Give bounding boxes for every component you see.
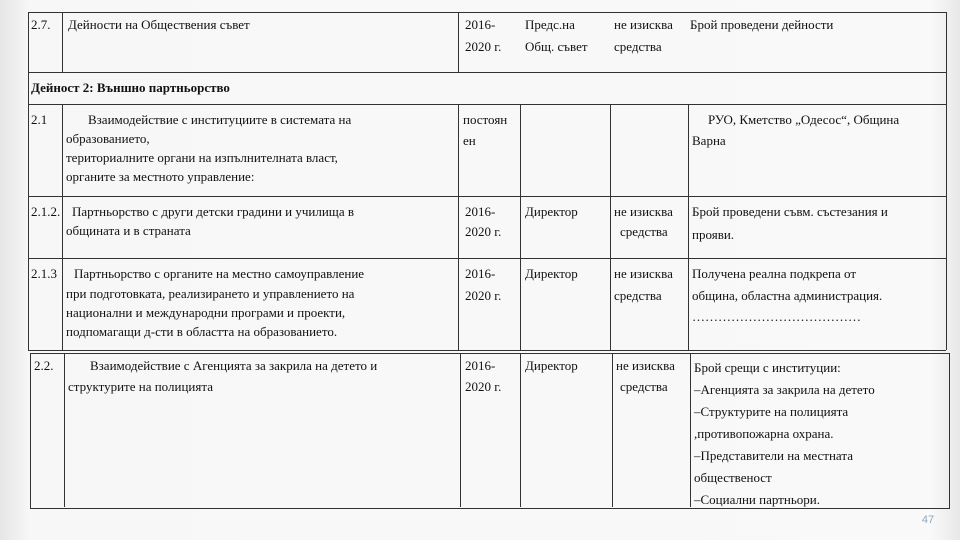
row-2-1-2-funding-1: не изисква bbox=[614, 204, 673, 219]
row-2-7-funding-2: средства bbox=[614, 39, 662, 54]
row-2-2-indicator-1: Брой срещи с институции: bbox=[694, 360, 841, 375]
row-2-2-funding-2: средства bbox=[620, 379, 668, 394]
row-2-2-responsible: Директор bbox=[525, 358, 578, 373]
row-2-1-2-num: 2.1.2. bbox=[31, 204, 61, 219]
row-2-2-funding-1: не изисква bbox=[616, 358, 675, 373]
row-2-2-indicator-6: общественост bbox=[694, 470, 772, 485]
row-divider bbox=[28, 196, 946, 197]
row-2-1-3-indicator-2: община, областна администрация. bbox=[692, 288, 883, 303]
row-2-1-3-activity-2: при подготовката, реализирането и управлението на bbox=[66, 286, 355, 301]
column-divider bbox=[64, 353, 65, 507]
row-divider bbox=[28, 104, 946, 105]
column-divider bbox=[460, 353, 461, 507]
row-2-1-3-period-1: 2016- bbox=[465, 266, 496, 281]
row-2-1-period-1: постоян bbox=[463, 112, 508, 127]
row-2-1-activity-4: органите за местното управление: bbox=[66, 169, 255, 184]
row-2-2-period-1: 2016- bbox=[465, 358, 496, 373]
row-divider bbox=[28, 258, 946, 259]
row-2-2-period-2: 2020 г. bbox=[465, 379, 502, 394]
row-divider bbox=[28, 350, 946, 351]
table-border-right bbox=[946, 12, 947, 350]
row-2-1-activity-1: Взаимодействие с институциите в системата на bbox=[88, 112, 352, 127]
row-2-2-indicator-7: –Социални партньори. bbox=[694, 492, 820, 507]
row-2-1-2-responsible: Директор bbox=[525, 204, 578, 219]
row-2-2-indicator-5: –Представители на местната bbox=[694, 448, 853, 463]
row-2-1-activity-2: образованието, bbox=[66, 131, 150, 146]
row-2-2-activity-1: Взаимодействие с Агенцията за закрила на детето и bbox=[90, 358, 378, 373]
row-2-7-period-2: 2020 г. bbox=[465, 39, 502, 54]
row-2-2-activity-2: структурите на полицията bbox=[68, 379, 213, 394]
row-2-1-2-period-1: 2016- bbox=[465, 204, 496, 219]
row-2-1-3-period-2: 2020 г. bbox=[465, 288, 502, 303]
row-2-1-3-funding-2: средства bbox=[614, 288, 662, 303]
row-2-1-num: 2.1 bbox=[31, 112, 48, 127]
row-2-1-2-activity-1: Партньорство с други детски градини и училища в bbox=[72, 204, 354, 219]
row-2-7-indicator: Брой проведени дейности bbox=[690, 17, 834, 32]
row-2-7-responsible-1: Предс.на bbox=[525, 17, 575, 32]
row-2-1-indicator-1: РУО, Кметство „Одесос“, Община bbox=[708, 112, 900, 127]
row-2-1-3-activity-1: Партньорство с органите на местно самоуправление bbox=[74, 266, 365, 281]
row-2-1-2-indicator-2: прояви. bbox=[692, 227, 735, 242]
column-divider bbox=[690, 353, 691, 507]
row-2-1-3-responsible: Директор bbox=[525, 266, 578, 281]
column-divider bbox=[520, 353, 521, 507]
row-2-7-num: 2.7. bbox=[31, 17, 51, 32]
column-divider bbox=[610, 104, 611, 350]
row-2-2-indicator-4: ,противопожарна охрана. bbox=[694, 426, 834, 441]
section-title: Дейност 2: Външно партньорство bbox=[31, 80, 230, 95]
table-border-left bbox=[28, 12, 29, 350]
row-2-2-indicator-2: –Агенцията за закрила на детето bbox=[694, 382, 875, 397]
column-divider bbox=[688, 104, 689, 350]
row-2-1-3-activity-4: подпомагащи д-сти в областта на образованието. bbox=[66, 324, 338, 339]
row-2-1-2-funding-2: средства bbox=[620, 224, 668, 239]
row-2-1-3-indicator-3: ………………………………… bbox=[692, 309, 861, 324]
row-2-1-activity-3: териториалните органи на изпълнителната власт, bbox=[66, 150, 338, 165]
row-divider bbox=[28, 72, 946, 73]
column-divider bbox=[612, 353, 613, 507]
row-2-1-3-funding-1: не изисква bbox=[614, 266, 673, 281]
row-2-1-period-2: ен bbox=[463, 133, 476, 148]
column-divider bbox=[62, 12, 63, 72]
column-divider bbox=[458, 12, 459, 72]
row-2-1-indicator-2: Варна bbox=[692, 133, 726, 148]
row-2-1-3-num: 2.1.3 bbox=[31, 266, 57, 281]
row-2-7-funding-1: не изисква bbox=[614, 17, 673, 32]
page-number: 47 bbox=[921, 514, 935, 526]
table-border-top bbox=[28, 12, 946, 13]
row-2-1-3-indicator-1: Получена реална подкрепа от bbox=[692, 266, 857, 281]
row-2-7-responsible-2: Общ. съвет bbox=[525, 39, 588, 54]
column-divider bbox=[458, 104, 459, 350]
row-2-7-period-1: 2016- bbox=[465, 17, 496, 32]
row-2-7-activity: Дейности на Обществения съвет bbox=[68, 17, 250, 32]
column-divider bbox=[62, 104, 63, 350]
row-2-1-3-activity-3: национални и международни програми и проекти, bbox=[66, 305, 346, 320]
column-divider bbox=[520, 104, 521, 350]
row-2-1-2-period-2: 2020 г. bbox=[465, 224, 502, 239]
row-2-1-2-activity-2: общината и в страната bbox=[66, 223, 191, 238]
row-2-1-2-indicator-1: Брой проведени съвм. състезания и bbox=[692, 204, 888, 219]
row-2-2-num: 2.2. bbox=[34, 358, 54, 373]
row-2-2-indicator-3: –Структурите на полицията bbox=[694, 404, 849, 419]
